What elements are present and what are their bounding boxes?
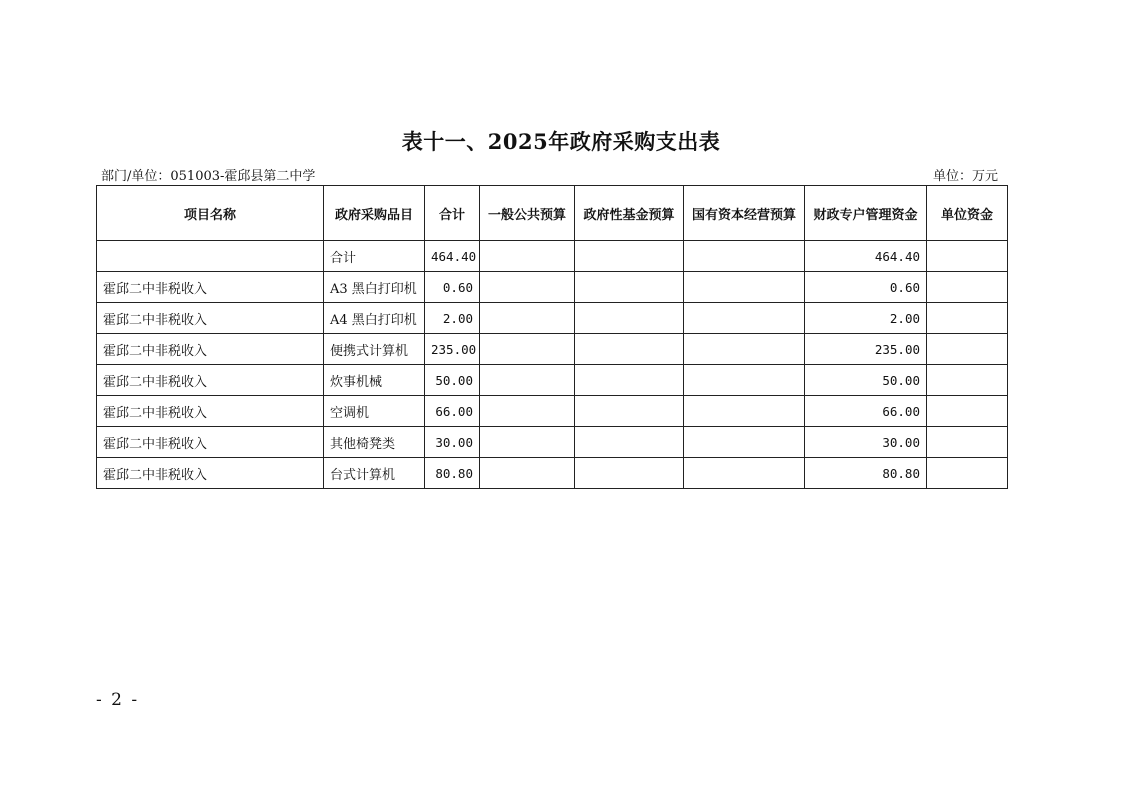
header-fund-budget: 政府性基金预算 [575,186,684,241]
cell-total: 80.80 [425,458,480,489]
table-row [97,303,1008,334]
cell-state-capital-budget [684,241,805,272]
cell-unit-funds [927,396,1008,427]
table-row [97,272,1008,303]
cell-special-account-funds: 235.00 [805,334,927,365]
cell-special-account-funds: 2.00 [805,303,927,334]
table-header-row [97,186,1008,241]
cell-unit-funds [927,334,1008,365]
cell-procurement-item: A4 黑白打印机 [324,303,425,334]
cell-fund-budget [575,396,684,427]
header-project-name: 项目名称 [97,186,324,241]
cell-procurement-item: 空调机 [324,396,425,427]
cell-general-budget [480,396,575,427]
cell-procurement-item: A3 黑白打印机 [324,272,425,303]
cell-general-budget [480,427,575,458]
page-number: - 2 - [96,690,140,710]
cell-state-capital-budget [684,303,805,334]
cell-fund-budget [575,334,684,365]
cell-special-account-funds: 30.00 [805,427,927,458]
cell-special-account-funds: 80.80 [805,458,927,489]
cell-total: 2.00 [425,303,480,334]
cell-general-budget [480,303,575,334]
cell-procurement-item: 合计 [324,241,425,272]
cell-state-capital-budget [684,334,805,365]
unit-label: 单位：万元 [933,169,999,184]
cell-project-name: 霍邱二中非税收入 [97,365,324,396]
cell-project-name: 霍邱二中非税收入 [97,303,324,334]
table-row [97,427,1008,458]
header-total: 合计 [425,186,480,241]
cell-total: 0.60 [425,272,480,303]
cell-project-name: 霍邱二中非税收入 [97,334,324,365]
cell-unit-funds [927,303,1008,334]
page-title: 表十一、2025年政府采购支出表 [401,129,721,154]
cell-procurement-item: 其他椅凳类 [324,427,425,458]
cell-general-budget [480,334,575,365]
header-unit-funds: 单位资金 [927,186,1008,241]
cell-fund-budget [575,427,684,458]
cell-unit-funds [927,272,1008,303]
cell-unit-funds [927,365,1008,396]
header-general-budget: 一般公共预算 [480,186,575,241]
cell-state-capital-budget [684,272,805,303]
cell-project-name: 霍邱二中非税收入 [97,396,324,427]
cell-general-budget [480,241,575,272]
table-row [97,334,1008,365]
cell-procurement-item: 台式计算机 [324,458,425,489]
cell-total: 66.00 [425,396,480,427]
cell-general-budget [480,458,575,489]
cell-state-capital-budget [684,427,805,458]
cell-special-account-funds: 50.00 [805,365,927,396]
cell-special-account-funds: 464.40 [805,241,927,272]
cell-general-budget [480,365,575,396]
cell-total: 235.00 [425,334,480,365]
cell-state-capital-budget [684,396,805,427]
cell-unit-funds [927,241,1008,272]
cell-special-account-funds: 66.00 [805,396,927,427]
header-state-capital-budget: 国有资本经营预算 [684,186,805,241]
cell-fund-budget [575,241,684,272]
cell-state-capital-budget [684,458,805,489]
cell-procurement-item: 便携式计算机 [324,334,425,365]
cell-unit-funds [927,458,1008,489]
cell-total: 30.00 [425,427,480,458]
cell-project-name: 霍邱二中非税收入 [97,458,324,489]
cell-total: 464.40 [425,241,480,272]
procurement-table [96,185,1008,489]
header-special-account-funds: 财政专户管理资金 [805,186,927,241]
table-row [97,396,1008,427]
table-row [97,365,1008,396]
cell-fund-budget [575,365,684,396]
cell-project-name [97,241,324,272]
cell-state-capital-budget [684,365,805,396]
table-row [97,458,1008,489]
cell-fund-budget [575,303,684,334]
cell-project-name: 霍邱二中非税收入 [97,272,324,303]
cell-unit-funds [927,427,1008,458]
cell-project-name: 霍邱二中非税收入 [97,427,324,458]
cell-procurement-item: 炊事机械 [324,365,425,396]
header-procurement-item: 政府采购品目 [324,186,425,241]
cell-general-budget [480,272,575,303]
cell-special-account-funds: 0.60 [805,272,927,303]
department-label: 部门/单位：051003-霍邱县第二中学 [101,169,316,184]
cell-fund-budget [575,458,684,489]
cell-total: 50.00 [425,365,480,396]
table-row [97,241,1008,272]
cell-fund-budget [575,272,684,303]
